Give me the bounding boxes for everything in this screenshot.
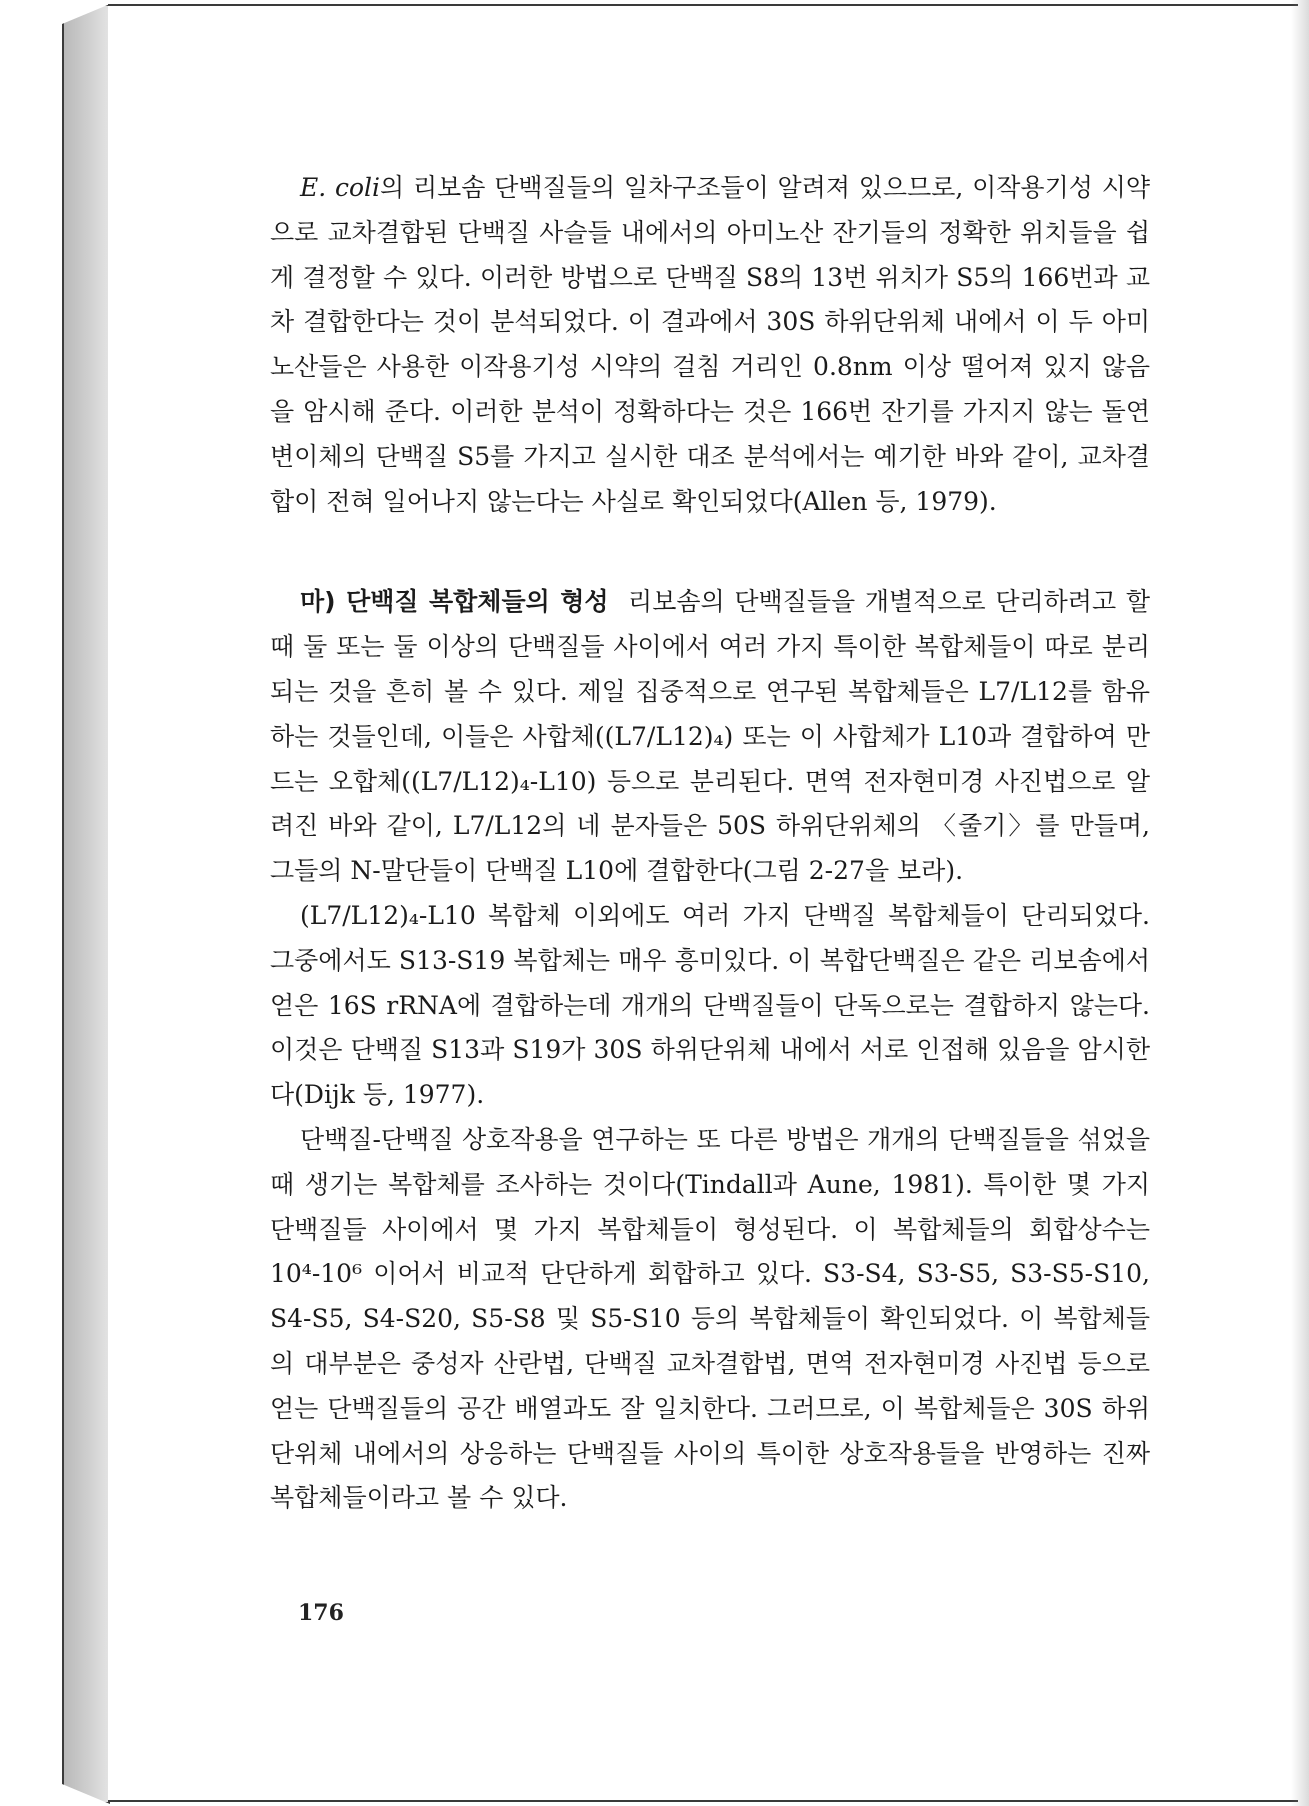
paragraph-2-text: 리보솜의 단백질들을 개별적으로 단리하려고 할 때 둘 또는 둘 이상의 단백질들 사이에서 여러 가지 특이한 복합체들이 따로 분리되는 것을 흔히 볼 수 있다. 제일 집중적으로 연구된 복합체들은 L7/L12를 함유하는 것들인데, 이들은 사합체((L7/L12)₄) 또는 이 사합체가 L10과 결합하여 만드는 오합체((L7/L12)₄-L10) 등으로 분리된다. 면역 전자현미경 사진법으로 알려진 바와 같이, L7/L12의 네 분자들은 50S 하위단위체의 〈줄기〉를 만들며, 그들의 N-말단들이 단백질 L10에 결합한다(그림 2-27을 보라). (270, 587, 1150, 886)
organism-name: E. coli (300, 173, 381, 202)
paragraph-1 (270, 166, 1150, 524)
page-number: 176 (298, 1600, 344, 1626)
paragraph-2 (270, 580, 1150, 894)
section-gap (270, 524, 1150, 580)
section-heading: 마) 단백질 복합체들의 형성 (300, 587, 609, 617)
book-page-edge (62, 4, 110, 1804)
page-shadow (1291, 0, 1309, 1806)
paragraph-1-text: 의 리보솜 단백질들의 일차구조들이 알려져 있으므로, 이작용기성 시약으로 교차결합된 단백질 사슬들 내에서의 아미노산 잔기들의 정확한 위치들을 쉽게 결정할 수 있다. 이러한 방법으로 단백질 S8의 13번 위치가 S5의 166번과 교차 결합한다는 것이 분석되었다. 이 결과에서 30S 하위단위체 내에서 이 두 아미노산들은 사용한 이작용기성 시약의 걸침 거리인 0.8nm 이상 떨어져 있지 않음을 암시해 준다. 이러한 분석이 정확하다는 것은 166번 잔기를 가지지 않는 돌연변이체의 단백질 S5를 가지고 실시한 대조 분석에서는 예기한 바와 같이, 교차결합이 전혀 일어나지 않는다는 사실로 확인되었다(Allen 등, 1979). (270, 173, 1150, 516)
paragraph-4: 단백질-단백질 상호작용을 연구하는 또 다른 방법은 개개의 단백질들을 섞었을 때 생기는 복합체를 조사하는 것이다(Tindall과 Aune, 1981). 특이한 몇 가지 단백질들 사이에서 몇 가지 복합체들이 형성된다. 이 복합체들의 회합상수는 10⁴-10⁶ 이어서 비교적 단단하게 회합하고 있다. S3-S4, S3-S5, S3-S5-S10, S4-S5, S4-S20, S5-S8 및 S5-S10 등의 복합체들이 확인되었다. 이 복합체들의 대부분은 중성자 산란법, 단백질 교차결합법, 면역 전자현미경 사진법 등으로 얻는 단백질들의 공간 배열과도 잘 일치한다. 그러므로, 이 복합체들은 30S 하위단위체 내에서의 상응하는 단백질들 사이의 특이한 상호작용들을 반영하는 진짜 복합체들이라고 볼 수 있다. (270, 1124, 1150, 1513)
body-text (270, 166, 1150, 1521)
paragraph-3: (L7/L12)₄-L10 복합체 이외에도 여러 가지 단백질 복합체들이 단리되었다. 그중에서도 S13-S19 복합체는 매우 흥미있다. 이 복합단백질은 같은 리보솜에서 얻은 16S rRNA에 결합하는데 개개의 단백질들이 단독으로는 결합하지 않는다. 이것은 단백질 S13과 S19가 30S 하위단위체 내에서 서로 인접해 있음을 암시한다(Dijk 등, 1977). (270, 900, 1150, 1110)
